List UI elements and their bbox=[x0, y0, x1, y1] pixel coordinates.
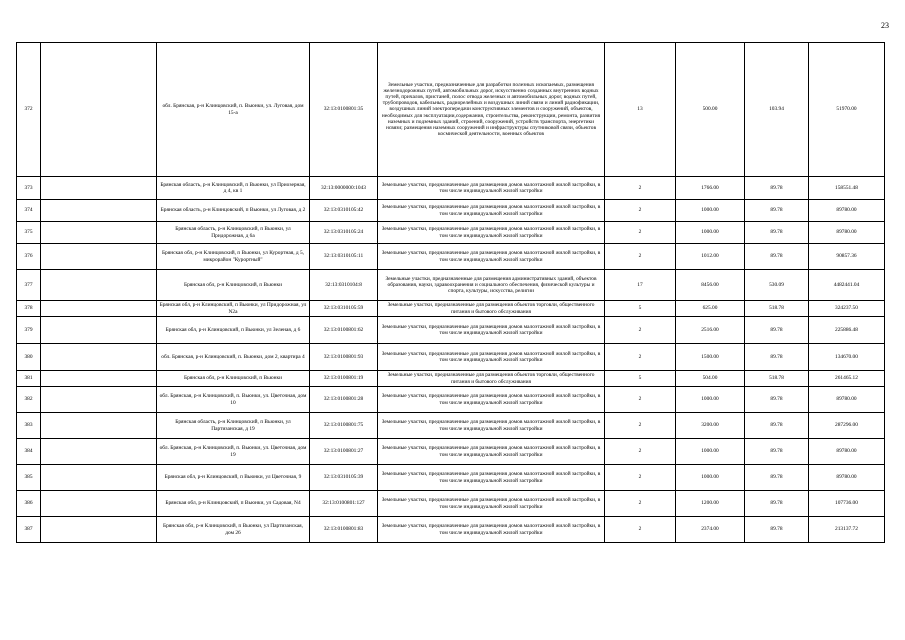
cadastral-number-cell: 32:13:0100801:28 bbox=[310, 387, 378, 413]
permitted-use-cell: Земельные участки, предназначенные для размещения домов малоэтажной жилой застройки, в том числе индивидуальной жилой застройки bbox=[378, 317, 605, 344]
address-cell: Брянская обл, р-н Клинцовский, п Вьюнки bbox=[157, 270, 310, 301]
permitted-use-cell: Земельные участки, предназначенные для размещения домов малоэтажной жилой застройки, в том числе индивидуальной жилой застройки bbox=[378, 465, 605, 491]
address-cell: Брянская область, р-н Клинцовский, п Вьюнки, ул Приозерная, д 4, кв 1 bbox=[157, 177, 310, 200]
specific-value-cell: 89.78 bbox=[745, 465, 809, 491]
permitted-use-cell: Земельные участки, предназначенные для размещения домов малоэтажной жилой застройки, в том числе индивидуальной жилой застройки bbox=[378, 177, 605, 200]
specific-value-cell: 89.78 bbox=[745, 200, 809, 222]
cadastral-number-cell: 32:13:0310105:24 bbox=[310, 222, 378, 244]
address-cell: Брянская обл, р-н Клинцовский, п Вьюнки, ул Партизанская, дом 26 bbox=[157, 517, 310, 543]
permitted-use-cell: Земельные участки, предназначенные для размещения домов малоэтажной жилой застройки, в том числе индивидуальной жилой застройки bbox=[378, 244, 605, 270]
row-number: 386 bbox=[17, 491, 41, 517]
cadastral-number-cell: 32:13:0100801:75 bbox=[310, 413, 378, 439]
permitted-use-cell: Земельные участки, предназначенные для размещения административных зданий, объектов образования, науки, здравоохранения и социального обеспечения, физической культуры и спорта, культуры, искусства, религии bbox=[378, 270, 605, 301]
blank-cell bbox=[41, 413, 157, 439]
cadastral-number-cell: 32:13:0310104:8 bbox=[310, 270, 378, 301]
blank-cell bbox=[41, 465, 157, 491]
address-cell: обл. Брянская, р-н Клинцовский, п. Вьюнки, дом 2, квартира 4 bbox=[157, 344, 310, 371]
table-row bbox=[17, 177, 885, 200]
table-row bbox=[17, 200, 885, 222]
group-code-cell: 2 bbox=[605, 177, 676, 200]
area-cell: 1000.00 bbox=[676, 387, 745, 413]
cadastral-value-cell: 89780.00 bbox=[809, 387, 885, 413]
group-code-cell: 2 bbox=[605, 244, 676, 270]
cadastral-value-cell: 89780.00 bbox=[809, 465, 885, 491]
specific-value-cell: 89.78 bbox=[745, 491, 809, 517]
area-cell: 504.00 bbox=[676, 371, 745, 387]
row-number: 376 bbox=[17, 244, 41, 270]
table-row bbox=[17, 317, 885, 344]
permitted-use-cell: Земельные участки, предназначенные для размещения домов малоэтажной жилой застройки, в том числе индивидуальной жилой застройки bbox=[378, 413, 605, 439]
blank-cell bbox=[41, 344, 157, 371]
blank-cell bbox=[41, 43, 157, 177]
table-row bbox=[17, 270, 885, 301]
row-number: 384 bbox=[17, 439, 41, 465]
permitted-use-cell: Земельные участки, предназначенные для размещения домов малоэтажной жилой застройки, в том числе индивидуальной жилой застройки bbox=[378, 517, 605, 543]
table-row bbox=[17, 439, 885, 465]
address-cell: Брянская обл, р-н Клинцовский, п Вьюнки, ул Курортная, д 5, микрорайон "Курортный" bbox=[157, 244, 310, 270]
address-cell: Брянская область, р-н Клинцовский, п Вьюнки, ул Партизанская, д 19 bbox=[157, 413, 310, 439]
specific-value-cell: 103.94 bbox=[745, 43, 809, 177]
area-cell: 8456.00 bbox=[676, 270, 745, 301]
group-code-cell: 5 bbox=[605, 371, 676, 387]
row-number: 383 bbox=[17, 413, 41, 439]
cadastral-value-cell: 261465.12 bbox=[809, 371, 885, 387]
row-number: 374 bbox=[17, 200, 41, 222]
table-row bbox=[17, 301, 885, 317]
cadastral-value-cell: 287296.00 bbox=[809, 413, 885, 439]
row-number: 385 bbox=[17, 465, 41, 491]
table-row bbox=[17, 244, 885, 270]
permitted-use-cell: Земельные участки, предназначенные для разработки полезных ископаемых, размещения железнодорожных путей, автомобильных дорог, искусственно созданных внутренних водных путей, причалов, пристаней, полос отвода железных и автомобильных дорог, водных путей, трубопроводов, кабельных, радиорелейных и воздушных линий связи и линий радиофикации, воздушных линий электропередачи конструктивных элементов и сооружений, объектов, необходимых для эксплуатации,содержания, строительства, реконструкции, ремонта, развития наземных и подземных зданий, строений, сооружений, устройств транспорта, энергетики нсвязи; размещения наземных сооружений и инфраструктуры спутниковой связи, объектов космической деятельности, военных объектов bbox=[378, 43, 605, 177]
address-cell: обл. Брянская, р-н Клинцовский, п. Вьюнки, ул. Цветочная, дом 19 bbox=[157, 439, 310, 465]
cadastral-value-cell: 225886.48 bbox=[809, 317, 885, 344]
blank-cell bbox=[41, 517, 157, 543]
group-code-cell: 5 bbox=[605, 301, 676, 317]
row-number: 387 bbox=[17, 517, 41, 543]
specific-value-cell: 518.78 bbox=[745, 371, 809, 387]
address-cell: Брянская область, р-н Клинцовский, п Вьюнки, ул Луговая, д 2 bbox=[157, 200, 310, 222]
cadastral-value-cell: 324237.50 bbox=[809, 301, 885, 317]
permitted-use-cell: Земельные участки, предназначенные для размещения объектов торговли, общественного питания и бытового обслуживания bbox=[378, 371, 605, 387]
area-cell: 1000.00 bbox=[676, 439, 745, 465]
group-code-cell: 2 bbox=[605, 413, 676, 439]
cadastral-number-cell: 32:13:0310105:39 bbox=[310, 465, 378, 491]
specific-value-cell: 518.78 bbox=[745, 301, 809, 317]
group-code-cell: 2 bbox=[605, 491, 676, 517]
table-row bbox=[17, 517, 885, 543]
table-row bbox=[17, 344, 885, 371]
group-code-cell: 2 bbox=[605, 317, 676, 344]
row-number: 373 bbox=[17, 177, 41, 200]
blank-cell bbox=[41, 371, 157, 387]
blank-cell bbox=[41, 200, 157, 222]
row-number: 382 bbox=[17, 387, 41, 413]
address-cell: Брянская обл, р-н Клинцовский, п Вьюнки, ул Зеленая, д 6 bbox=[157, 317, 310, 344]
area-cell: 1200.00 bbox=[676, 491, 745, 517]
table-row bbox=[17, 465, 885, 491]
specific-value-cell: 89.78 bbox=[745, 244, 809, 270]
blank-cell bbox=[41, 387, 157, 413]
area-cell: 2516.00 bbox=[676, 317, 745, 344]
cadastral-number-cell: 32:13:0310105:11 bbox=[310, 244, 378, 270]
page-number: 23 bbox=[881, 21, 889, 30]
specific-value-cell: 89.78 bbox=[745, 387, 809, 413]
cadastral-value-cell: 213137.72 bbox=[809, 517, 885, 543]
area-cell: 1012.00 bbox=[676, 244, 745, 270]
address-cell: Брянская область, р-н Клинцовский, п Вьюнки, ул Придорожная, д 6а bbox=[157, 222, 310, 244]
permitted-use-cell: Земельные участки, предназначенные для размещения домов малоэтажной жилой застройки, в том числе индивидуальной жилой застройки bbox=[378, 387, 605, 413]
address-cell: обл. Брянская, р-н Клинцовский, п. Вьюнки, ул. Цветочная, дом 10 bbox=[157, 387, 310, 413]
table-row bbox=[17, 387, 885, 413]
cadastral-number-cell: 32:13:0100801:83 bbox=[310, 517, 378, 543]
cadastral-number-cell: 32:13:0100801:19 bbox=[310, 371, 378, 387]
address-cell: Брянская обл, р-н Клинцовский, п Вьюнки bbox=[157, 371, 310, 387]
table-row bbox=[17, 413, 885, 439]
row-number: 372 bbox=[17, 43, 41, 177]
address-cell: Брянская обл, р-н Клинцовский, п Вьюнки, ул Цветочная, 9 bbox=[157, 465, 310, 491]
row-number: 381 bbox=[17, 371, 41, 387]
blank-cell bbox=[41, 317, 157, 344]
row-number: 377 bbox=[17, 270, 41, 301]
area-cell: 625.00 bbox=[676, 301, 745, 317]
specific-value-cell: 89.78 bbox=[745, 344, 809, 371]
specific-value-cell: 89.78 bbox=[745, 517, 809, 543]
address-cell: Брянская обл, р-н Клинцовский, п Вьюнки, ул Придорожная, ул N2а bbox=[157, 301, 310, 317]
cadastral-number-cell: 32:13:0310105:42 bbox=[310, 200, 378, 222]
permitted-use-cell: Земельные участки, предназначенные для размещения домов малоэтажной жилой застройки, в том числе индивидуальной жилой застройки bbox=[378, 222, 605, 244]
group-code-cell: 2 bbox=[605, 465, 676, 491]
permitted-use-cell: Земельные участки, предназначенные для размещения домов малоэтажной жилой застройки, в том числе индивидуальной жилой застройки bbox=[378, 491, 605, 517]
cadastral-value-cell: 89780.00 bbox=[809, 222, 885, 244]
permitted-use-cell: Земельные участки, предназначенные для размещения домов малоэтажной жилой застройки, в том числе индивидуальной жилой застройки bbox=[378, 439, 605, 465]
table-row bbox=[17, 43, 885, 177]
blank-cell bbox=[41, 491, 157, 517]
blank-cell bbox=[41, 222, 157, 244]
blank-cell bbox=[41, 177, 157, 200]
permitted-use-cell: Земельные участки, предназначенные для размещения домов малоэтажной жилой застройки, в том числе индивидуальной жилой застройки bbox=[378, 344, 605, 371]
specific-value-cell: 89.78 bbox=[745, 413, 809, 439]
group-code-cell: 2 bbox=[605, 517, 676, 543]
area-cell: 1500.00 bbox=[676, 344, 745, 371]
specific-value-cell: 89.78 bbox=[745, 317, 809, 344]
cadastral-number-cell: 32:13:0100801:93 bbox=[310, 344, 378, 371]
area-cell: 2374.00 bbox=[676, 517, 745, 543]
blank-cell bbox=[41, 301, 157, 317]
cadastral-value-cell: 4482441.04 bbox=[809, 270, 885, 301]
table-row bbox=[17, 222, 885, 244]
permitted-use-cell: Земельные участки, предназначенные для размещения объектов торговли, общественного питания и бытового обслуживания bbox=[378, 301, 605, 317]
row-number: 378 bbox=[17, 301, 41, 317]
group-code-cell: 2 bbox=[605, 387, 676, 413]
row-number: 379 bbox=[17, 317, 41, 344]
land-plot-table bbox=[16, 42, 885, 543]
cadastral-number-cell: 32:13:0100801:62 bbox=[310, 317, 378, 344]
specific-value-cell: 89.78 bbox=[745, 222, 809, 244]
row-number: 380 bbox=[17, 344, 41, 371]
table-row bbox=[17, 371, 885, 387]
permitted-use-cell: Земельные участки, предназначенные для размещения домов малоэтажной жилой застройки, в том числе индивидуальной жилой застройки bbox=[378, 200, 605, 222]
cadastral-value-cell: 89780.00 bbox=[809, 200, 885, 222]
specific-value-cell: 89.78 bbox=[745, 177, 809, 200]
cadastral-value-cell: 134670.00 bbox=[809, 344, 885, 371]
group-code-cell: 13 bbox=[605, 43, 676, 177]
cadastral-value-cell: 89780.00 bbox=[809, 439, 885, 465]
cadastral-value-cell: 107736.00 bbox=[809, 491, 885, 517]
area-cell: 1766.00 bbox=[676, 177, 745, 200]
cadastral-number-cell: 32:13:0100801:127 bbox=[310, 491, 378, 517]
group-code-cell: 17 bbox=[605, 270, 676, 301]
specific-value-cell: 89.78 bbox=[745, 439, 809, 465]
area-cell: 3200.00 bbox=[676, 413, 745, 439]
group-code-cell: 2 bbox=[605, 344, 676, 371]
table-row bbox=[17, 491, 885, 517]
blank-cell bbox=[41, 244, 157, 270]
address-cell: обл. Брянская, р-н Клинцовский, п. Вьюнки, ул. Луговая, дом 15-а bbox=[157, 43, 310, 177]
area-cell: 1000.00 bbox=[676, 200, 745, 222]
cadastral-value-cell: 90857.36 bbox=[809, 244, 885, 270]
area-cell: 1000.00 bbox=[676, 222, 745, 244]
blank-cell bbox=[41, 439, 157, 465]
area-cell: 500.00 bbox=[676, 43, 745, 177]
row-number: 375 bbox=[17, 222, 41, 244]
cadastral-number-cell: 32:13:0100801:35 bbox=[310, 43, 378, 177]
group-code-cell: 2 bbox=[605, 200, 676, 222]
group-code-cell: 2 bbox=[605, 439, 676, 465]
group-code-cell: 2 bbox=[605, 222, 676, 244]
area-cell: 1000.00 bbox=[676, 465, 745, 491]
specific-value-cell: 530.09 bbox=[745, 270, 809, 301]
address-cell: Брянская обл, р-н Клинцовский, п Вьюнки, ул Садовая, N4 bbox=[157, 491, 310, 517]
cadastral-number-cell: 32:13:0100801:27 bbox=[310, 439, 378, 465]
cadastral-number-cell: 32:13:0000000:1043 bbox=[310, 177, 378, 200]
cadastral-number-cell: 32:13:0310105:59 bbox=[310, 301, 378, 317]
blank-cell bbox=[41, 270, 157, 301]
cadastral-value-cell: 51970.00 bbox=[809, 43, 885, 177]
cadastral-value-cell: 158551.48 bbox=[809, 177, 885, 200]
